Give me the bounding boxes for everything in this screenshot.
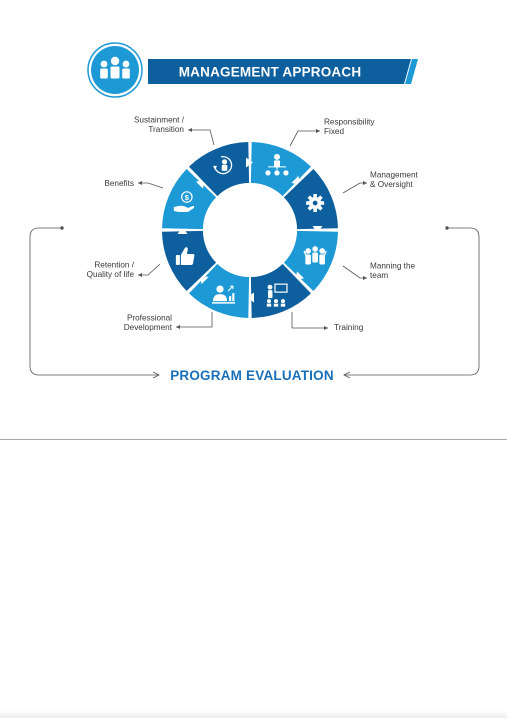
callout-line xyxy=(176,312,212,327)
segment-label: team xyxy=(370,271,389,280)
loop-left-line xyxy=(30,228,158,375)
segment-label: Benefits xyxy=(104,179,134,188)
svg-text:$: $ xyxy=(184,192,189,202)
segment-label: Manning the xyxy=(370,261,416,271)
segment-callout xyxy=(104,179,163,188)
gear-icon xyxy=(306,194,324,212)
callout-line xyxy=(188,130,214,145)
segment-callout xyxy=(292,312,364,332)
callout-arrowhead xyxy=(324,326,328,330)
callout-arrowhead xyxy=(176,325,180,329)
group-icon xyxy=(304,246,326,264)
callout-line xyxy=(290,131,320,146)
segment-callout xyxy=(343,171,419,194)
segment-callout xyxy=(124,312,212,332)
segment-label: Training xyxy=(334,323,364,332)
segment-label: Transition xyxy=(148,125,184,134)
callout-arrowhead xyxy=(363,276,367,280)
segment-label: Retention / xyxy=(94,260,134,270)
segment-callout xyxy=(134,116,214,146)
segment-callout xyxy=(290,118,375,147)
callout-arrowhead xyxy=(138,273,142,277)
callout-arrowhead xyxy=(316,129,320,133)
callout-arrowhead xyxy=(188,128,192,132)
segment-label: Professional xyxy=(126,313,172,323)
loop-right-line xyxy=(345,228,479,375)
segment-callout xyxy=(343,262,416,281)
segment-label: & Oversight xyxy=(370,180,413,189)
program-evaluation-title: PROGRAM EVALUATION xyxy=(170,368,334,383)
segment-label: Responsibility xyxy=(324,117,375,127)
callout-line xyxy=(292,312,328,328)
callout-arrowhead xyxy=(363,181,367,185)
section-divider xyxy=(0,439,507,440)
cycle-center xyxy=(203,183,297,277)
page-footer-band xyxy=(0,710,507,718)
segment-label: Quality of life xyxy=(86,270,134,279)
header xyxy=(88,43,418,97)
segment-callout xyxy=(87,261,160,280)
segment-label: Sustainment / xyxy=(133,115,184,125)
segment-label: Management xyxy=(370,170,418,180)
segment-label: Development xyxy=(123,323,172,332)
header-title: MANAGEMENT APPROACH xyxy=(178,64,362,80)
segment-label: Fixed xyxy=(324,127,345,136)
callout-arrowhead xyxy=(138,181,142,185)
